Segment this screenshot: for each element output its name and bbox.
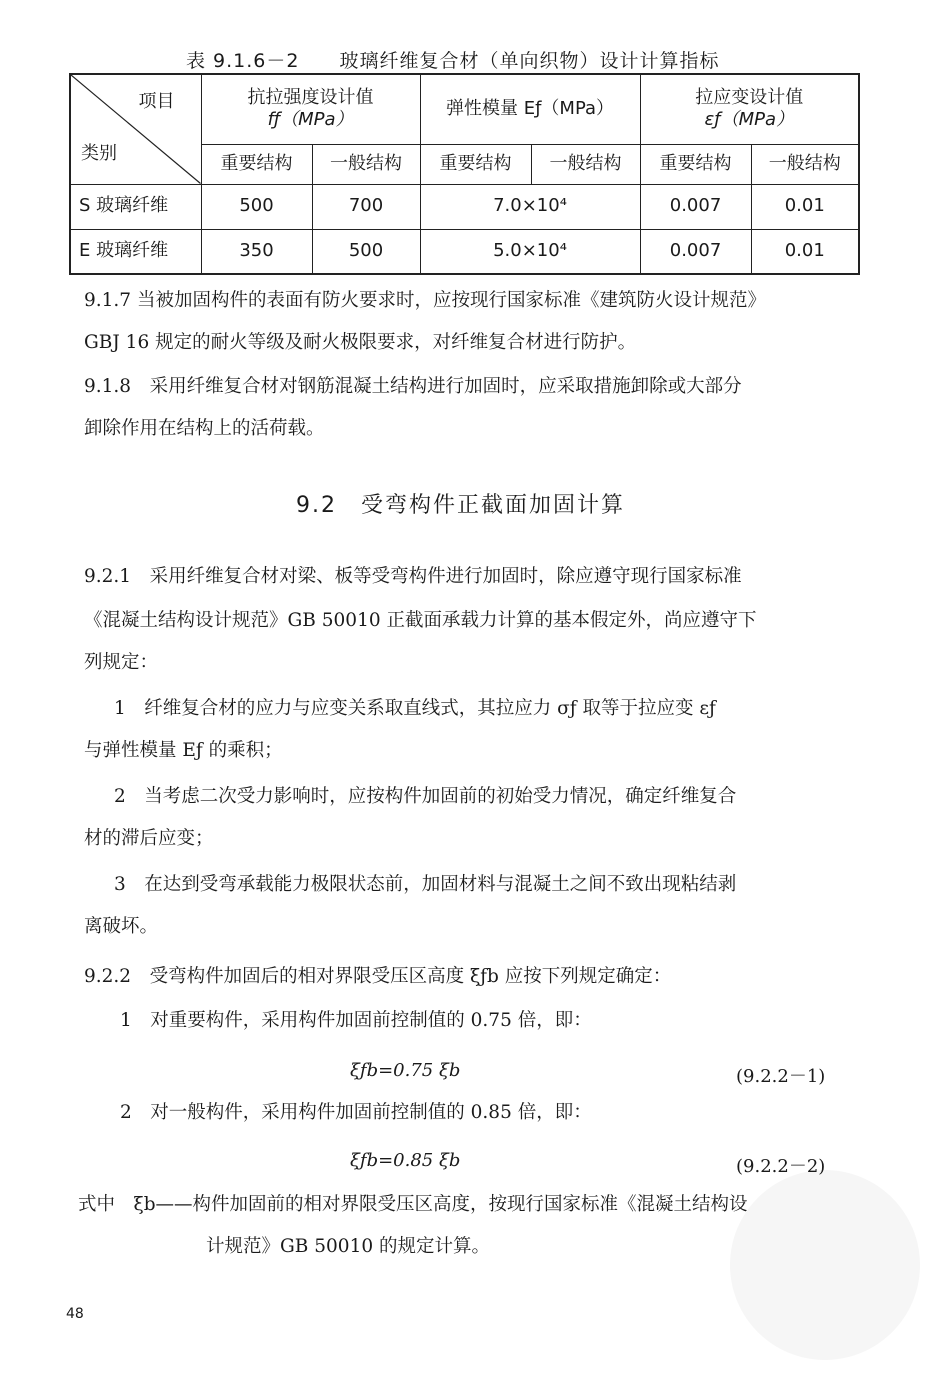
- subheader-cell: 一般结构: [751, 144, 859, 184]
- row-modulus: 7.0×10⁴: [420, 184, 640, 229]
- equation-number-2: (9.2.2－2): [736, 1156, 826, 1177]
- clause-921-line2: 《混凝土结构设计规范》GB 50010 正截面承载力计算的基本假定外，尚应遵守下: [84, 610, 757, 631]
- clause-921-item2-line1: 2 当考虑二次受力影响时，应按构件加固前的初始受力情况，确定纤维复合: [114, 786, 737, 807]
- clause-918-line2: 卸除作用在结构上的活荷载。: [84, 418, 325, 439]
- section-title: 9.2 受弯构件正截面加固计算: [296, 493, 625, 518]
- watermark-stamp: [730, 1170, 920, 1360]
- clause-922-item1: 1 对重要构件，采用构件加固前控制值的 0.75 倍，即：: [120, 1010, 592, 1031]
- row-strength-important: 500: [201, 184, 312, 229]
- subheader-cell: 重要结构: [201, 144, 312, 184]
- subheader-cell: 一般结构: [531, 144, 640, 184]
- row-strain-general: 0.01: [751, 229, 859, 274]
- clause-921-line1: 9.2.1 采用纤维复合材对梁、板等受弯构件进行加固时，除应遵守现行国家标准: [84, 566, 742, 587]
- table-row: [70, 184, 859, 229]
- clause-917-line2: GBJ 16 规定的耐火等级及耐火极限要求，对纤维复合材进行防护。: [84, 332, 637, 353]
- header-strength-line2: fƒ（MPa）: [267, 109, 354, 131]
- where-line1: 式中 ξb——构件加固前的相对界限受压区高度，按现行国家标准《混凝土结构设: [78, 1194, 748, 1215]
- page-number: 48: [66, 1306, 84, 1322]
- row-modulus: 5.0×10⁴: [420, 229, 640, 274]
- row-category: E 玻璃纤维: [70, 229, 201, 274]
- row-strain-general: 0.01: [751, 184, 859, 229]
- subheader-cell: 重要结构: [420, 144, 531, 184]
- clause-921-item1-line2: 与弹性模量 Eƒ 的乘积；: [84, 740, 283, 761]
- equation-number-1: (9.2.2－1): [736, 1066, 826, 1087]
- formula-9-2-2-2: ξƒb=0.85 ξb: [350, 1150, 461, 1171]
- row-strength-general: 500: [312, 229, 420, 274]
- formula-9-2-2-1: ξƒb=0.75 ξb: [350, 1060, 461, 1081]
- clause-921-line3: 列规定：: [84, 652, 159, 673]
- header-strength: [201, 74, 420, 144]
- clause-921-item3-line2: 离破坏。: [84, 916, 159, 937]
- corner-category-label: 类别: [81, 143, 117, 164]
- subheader-cell: 一般结构: [312, 144, 420, 184]
- header-modulus: [420, 74, 640, 144]
- header-strain: [640, 74, 859, 144]
- where-line2: 计规范》GB 50010 的规定计算。: [206, 1236, 490, 1257]
- clause-921-item2-line2: 材的滞后应变；: [84, 828, 214, 849]
- table-row: [70, 229, 859, 274]
- clause-917-line1: 9.1.7 当被加固构件的表面有防火要求时，应按现行国家标准《建筑防火设计规范》: [84, 290, 766, 311]
- header-strain-line1: 拉应变设计值: [695, 86, 804, 108]
- header-strength-line1: 抗拉强度设计值: [247, 86, 374, 108]
- clause-922-item2: 2 对一般构件，采用构件加固前控制值的 0.85 倍，即：: [120, 1102, 592, 1123]
- spec-table: [69, 73, 860, 275]
- header-strain-line2: εƒ（MPa）: [704, 109, 794, 131]
- row-strain-important: 0.007: [640, 229, 751, 274]
- row-strength-general: 700: [312, 184, 420, 229]
- row-strain-important: 0.007: [640, 184, 751, 229]
- clause-922-line1: 9.2.2 受弯构件加固后的相对界限受压区高度 ξƒb 应按下列规定确定：: [84, 966, 672, 987]
- subheader-cell: 重要结构: [640, 144, 751, 184]
- table-caption: 表 9.1.6－2 玻璃纤维复合材（单向织物）设计计算指标: [186, 50, 720, 72]
- row-category: S 玻璃纤维: [70, 184, 201, 229]
- header-modulus-line1: 弹性模量 Eƒ（MPa）: [445, 98, 615, 119]
- row-strength-important: 350: [201, 229, 312, 274]
- clause-921-item1-line1: 1 纤维复合材的应力与应变关系取直线式，其拉应力 σƒ 取等于拉应变 εƒ: [114, 698, 716, 719]
- corner-item-label: 项目: [138, 91, 175, 112]
- table-corner-cell: [70, 74, 201, 184]
- clause-918-line1: 9.1.8 采用纤维复合材对钢筋混凝土结构进行加固时，应采取措施卸除或大部分: [84, 376, 742, 397]
- clause-921-item3-line1: 3 在达到受弯承载能力极限状态前，加固材料与混凝土之间不致出现粘结剥: [114, 874, 737, 895]
